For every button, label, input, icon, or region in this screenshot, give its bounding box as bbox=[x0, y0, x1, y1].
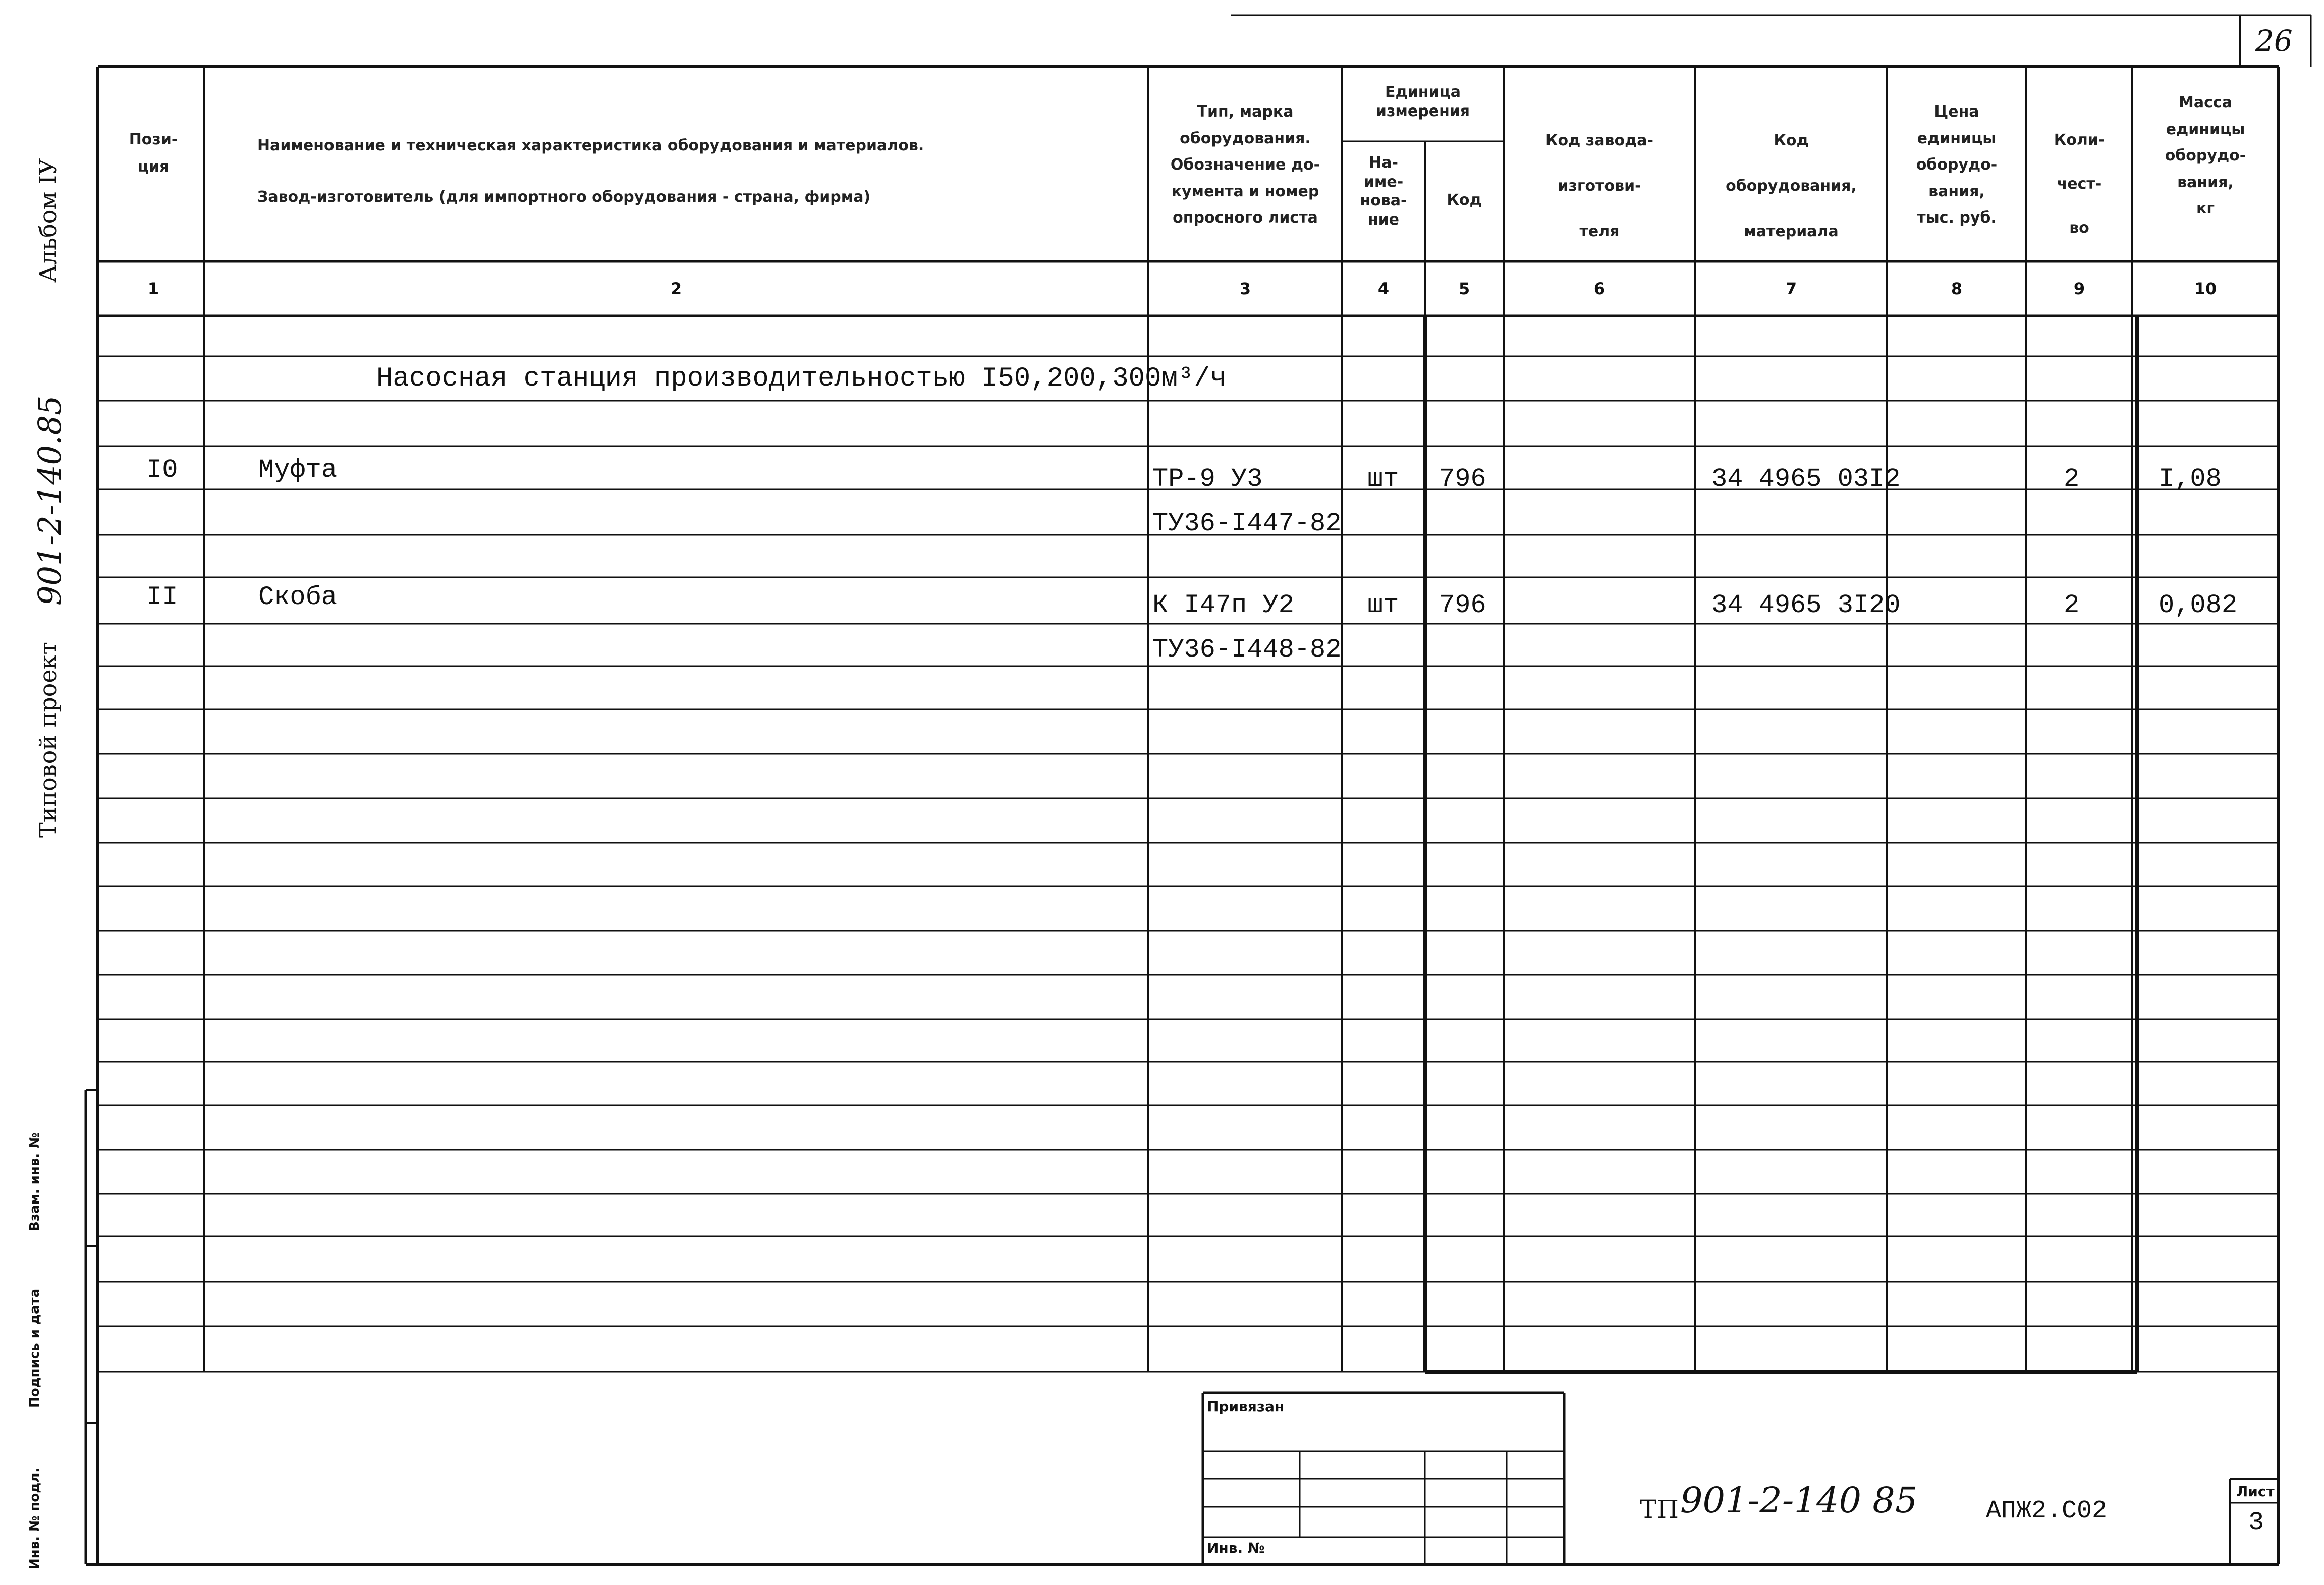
stamp-label-replacement-inv: Взам. инв. № bbox=[27, 1132, 42, 1231]
header-position: Пози- ция bbox=[129, 131, 178, 176]
item-document: ТУ36-I447-82 bbox=[1152, 509, 1342, 538]
doc-number-handwritten: 901-2-140 85 bbox=[1680, 1480, 1918, 1521]
item-equipment-code: 34 4965 03I2 bbox=[1711, 464, 1901, 494]
col-num-8: 8 bbox=[1951, 279, 1963, 298]
col-num-6: 6 bbox=[1593, 279, 1606, 298]
header-unit-code: Код bbox=[1447, 191, 1482, 209]
corner-sheet-number: 26 bbox=[2255, 24, 2293, 58]
stamp-label-original-inv: Инв. № подл. bbox=[27, 1467, 42, 1569]
doc-prefix: ТП bbox=[1640, 1495, 1679, 1524]
item-type: ТР-9 У3 bbox=[1152, 464, 1263, 494]
item-unit-name: шт bbox=[1367, 464, 1399, 494]
header-equipment-code: Код оборудования, материала bbox=[1726, 132, 1857, 240]
item-quantity: 2 bbox=[2064, 590, 2080, 620]
section-title: Насосная станция производительностью I50,200,300м³/ч bbox=[376, 363, 1227, 394]
item-unit-code: 796 bbox=[1439, 464, 1486, 494]
header-unit-group: Единица измерения bbox=[1375, 83, 1470, 120]
item-position: II bbox=[146, 582, 178, 612]
inv-label: Инв. № bbox=[1207, 1540, 1265, 1556]
item-mass: 0,082 bbox=[2159, 590, 2238, 620]
sheet-value: 3 bbox=[2248, 1508, 2264, 1538]
col-num-1: 1 bbox=[147, 279, 159, 298]
item-unit-name: шт bbox=[1367, 590, 1399, 620]
col-num-10: 10 bbox=[2194, 279, 2217, 298]
header-price: Цена единицы оборудо- вания, тыс. руб. bbox=[1916, 103, 1998, 227]
album-label: Альбом IУ bbox=[34, 158, 62, 283]
item-position: I0 bbox=[146, 455, 178, 485]
stamp-label-signature-date: Подпись и дата bbox=[27, 1288, 42, 1408]
header-factory-code: Код завода- изготови- теля bbox=[1545, 132, 1653, 240]
item-quantity: 2 bbox=[2064, 464, 2080, 494]
sheet-label: Лист bbox=[2236, 1483, 2275, 1500]
col-num-7: 7 bbox=[1785, 279, 1797, 298]
item-name: Скоба bbox=[258, 582, 338, 612]
project-number-handwritten: 901-2-140.85 bbox=[31, 395, 68, 606]
col-num-4: 4 bbox=[1377, 279, 1390, 298]
header-mass: Масса единицы оборудо- вания, кг bbox=[2165, 94, 2246, 217]
linked-label: Привязан bbox=[1207, 1398, 1285, 1415]
col-num-2: 2 bbox=[670, 279, 682, 298]
header-name: Наименование и техническая характеристика оборудования и материалов. Завод-изготовитель (для импортного оборудования - страна, фирма) bbox=[257, 137, 924, 206]
col-num-3: 3 bbox=[1239, 279, 1251, 298]
item-name: Муфта bbox=[258, 455, 338, 485]
header-quantity: Коли- чест- во bbox=[2054, 131, 2105, 237]
item-document: ТУ36-I448-82 bbox=[1152, 635, 1342, 665]
item-type: К I47п У2 bbox=[1152, 590, 1294, 620]
item-equipment-code: 34 4965 3I20 bbox=[1711, 590, 1901, 620]
item-unit-code: 796 bbox=[1439, 590, 1486, 620]
header-type: Тип, марка оборудования. Обозначение до- кумента и номер опросного листа bbox=[1170, 103, 1320, 227]
col-num-5: 5 bbox=[1458, 279, 1470, 298]
project-type-label: Типовой проект bbox=[34, 642, 62, 838]
col-num-9: 9 bbox=[2073, 279, 2085, 298]
header-unit-name: На- име- нова- ние bbox=[1360, 154, 1407, 229]
doc-code: АПЖ2.С02 bbox=[1986, 1497, 2108, 1525]
item-mass: I,08 bbox=[2159, 464, 2222, 494]
